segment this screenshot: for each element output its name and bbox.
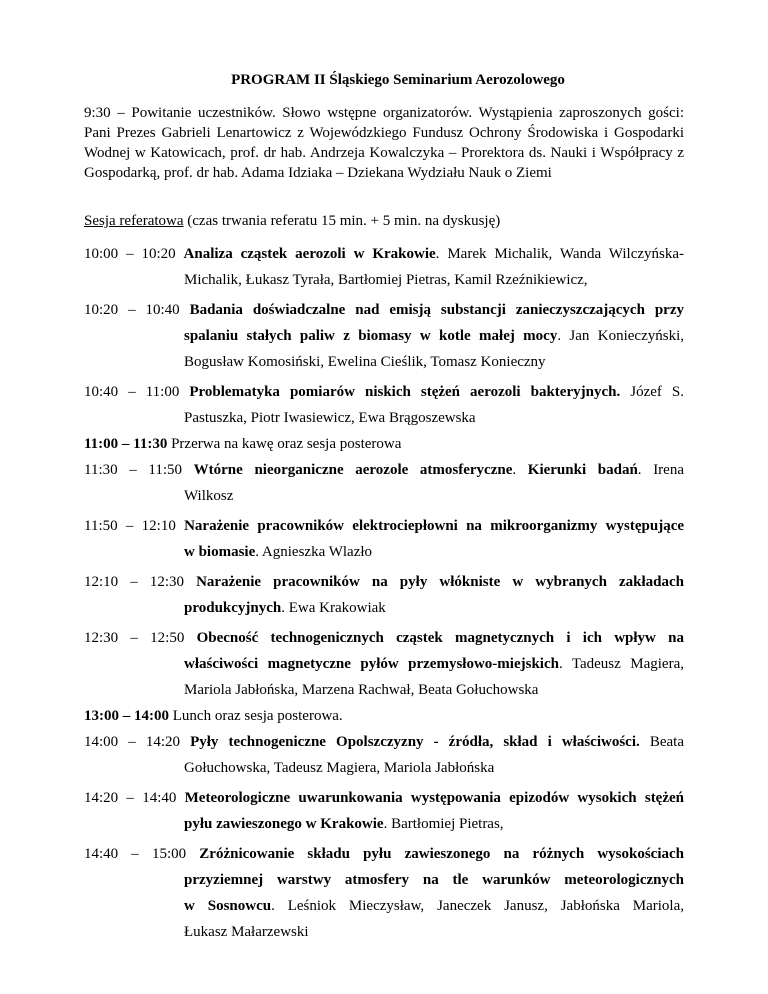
program-item: [84, 625, 684, 703]
item-description: Lunch oraz sesja posterowa.: [169, 708, 343, 724]
program-item: [84, 569, 684, 621]
item-authors: Beata: [639, 734, 684, 750]
item-time: 14:40 – 15:00: [84, 846, 200, 862]
program-break: [84, 703, 684, 729]
item-authors: . Leśniok Mieczysław, Janeczek Janusz, Jabłońska Mariola,: [271, 898, 684, 914]
item-title: Narażenie pracowników na pyły włókniste w wybranych zakładach: [196, 574, 684, 590]
item-title-cont: właściwości magnetyczne pyłów przemysłowo-miejskich: [184, 656, 559, 672]
item-time: 11:50 – 12:10: [84, 518, 185, 534]
item-continuation: [84, 651, 684, 677]
item-first-line: [84, 431, 684, 457]
intro-paragraph: 9:30 – Powitanie uczestników. Słowo wstępne organizatorów. Wystąpienia zaproszonych gości: Pani Prezes Gabrieli Lenartowicz z Wojewódzkiego Fundusz Ochrony Środowiska i Gospodarki Wodnej w Katowicach, prof. dr hab. Andrzeja Kowalczyka – Prorektora ds. Nauki i Współpracy z Gospodarką, prof. dr hab. Adama Idziaka – Dziekana Wydziału Nauk o Ziemi: [84, 105, 684, 181]
item-time: 14:20 – 14:40: [84, 790, 185, 806]
document-page: [84, 70, 684, 945]
item-authors: . Marek Michalik, Wanda Wilczyńska-: [435, 246, 685, 262]
session-note: (czas trwania referatu 15 min. + 5 min. na dyskusję): [183, 213, 501, 229]
item-continuation: [84, 595, 684, 621]
item-time: 10:40 – 11:00: [84, 384, 190, 400]
item-separator: .: [512, 462, 528, 478]
item-continuation: Pastuszka, Piotr Iwasiewicz, Ewa Brągoszewska: [184, 410, 476, 426]
item-title-cont-2: w Sosnowcu: [184, 898, 272, 914]
item-first-line: [84, 379, 684, 405]
program-item: [84, 785, 684, 837]
item-continuation: [84, 323, 684, 349]
item-continuation: Gołuchowska, Tadeusz Magiera, Mariola Jabłońska: [184, 760, 495, 776]
item-authors: . Bartłomiej Pietras,: [383, 816, 504, 832]
item-time: 12:10 – 12:30: [84, 574, 197, 590]
item-title: Narażenie pracowników elektrociepłowni na mikroorganizmy występujące: [184, 518, 685, 534]
program-item: [84, 729, 684, 781]
item-first-line: [84, 625, 684, 651]
item-title: Problematyka pomiarów niskich stężeń aerozoli bakteryjnych.: [189, 384, 621, 400]
item-authors: . Ewa Krakowiak: [281, 600, 386, 616]
item-title-cont: pyłu zawieszonego w Krakowie: [184, 816, 384, 832]
document-title: PROGRAM II Śląskiego Seminarium Aerozolowego: [231, 72, 565, 88]
item-title-cont: produkcyjnych: [184, 600, 282, 616]
item-first-line: [84, 569, 684, 595]
item-authors: . Irena: [637, 462, 684, 478]
item-title: Badania doświadczalne nad emisją substancji zanieczyszczających przy: [189, 302, 684, 318]
item-continuation: [84, 811, 684, 837]
item-authors: . Jan Konieczyński,: [557, 328, 684, 344]
item-authors: . Agnieszka Wlazło: [255, 544, 373, 560]
item-title-2: Kierunki badań: [527, 462, 638, 478]
program-item: [84, 297, 684, 375]
item-title-cont: przyziemnej warstwy atmosfery na tle warunków meteorologicznych: [184, 872, 684, 888]
item-continuation: Wilkosz: [184, 488, 234, 504]
item-time: 10:20 – 10:40: [84, 302, 190, 318]
item-title-cont: spalaniu stałych paliw z biomasy w kotle małej mocy: [184, 328, 558, 344]
item-continuation-2: [84, 893, 684, 919]
item-continuation-2: Bogusław Komosiński, Ewelina Cieślik, Tomasz Konieczny: [184, 354, 546, 370]
item-title: Analiza cząstek aerozoli w Krakowie: [183, 246, 436, 262]
item-first-line: [84, 513, 684, 539]
item-time: 12:30 – 12:50: [84, 630, 197, 646]
item-first-line: [84, 457, 684, 483]
program-item: [84, 841, 684, 945]
item-continuation: [84, 539, 684, 565]
item-title: Zróżnicowanie składu pyłu zawieszonego na różnych wysokościach: [199, 846, 685, 862]
item-first-line: [84, 729, 684, 755]
item-title: Pyły technogeniczne Opolszczyzny - źródła, skład i właściwości.: [190, 734, 640, 750]
program-item: [84, 241, 684, 293]
item-first-line: [84, 241, 684, 267]
item-authors: Józef S.: [620, 384, 685, 400]
item-continuation-3: Łukasz Małarzewski: [184, 924, 309, 940]
item-title: Obecność technogenicznych cząstek magnetycznych i ich wpływ na: [196, 630, 684, 646]
item-continuation: [84, 867, 684, 893]
program-item: [84, 513, 684, 565]
item-continuation-2: Mariola Jabłońska, Marzena Rachwał, Beata Gołuchowska: [184, 682, 539, 698]
item-time: 13:00 – 14:00: [84, 708, 169, 724]
program-item: [84, 457, 684, 509]
item-first-line: [84, 703, 684, 729]
item-time: 11:00 – 11:30: [84, 436, 168, 452]
item-time: 14:00 – 14:20: [84, 734, 191, 750]
item-time: 10:00 – 10:20: [84, 246, 184, 262]
program-break: [84, 431, 684, 457]
item-first-line: [84, 297, 684, 323]
item-first-line: [84, 785, 684, 811]
session-label: Sesja referatowa: [84, 213, 184, 229]
item-title: Meteorologiczne uwarunkowania występowania epizodów wysokich stężeń: [184, 790, 685, 806]
item-title-cont: w biomasie: [184, 544, 256, 560]
item-continuation: Michalik, Łukasz Tyrała, Bartłomiej Pietras, Kamil Rzeźnikiewicz,: [184, 272, 588, 288]
item-authors: . Tadeusz Magiera,: [558, 656, 684, 672]
item-first-line: [84, 841, 684, 867]
program-item: [84, 379, 684, 431]
item-title: Wtórne nieorganiczne aerozole atmosferyczne: [193, 462, 513, 478]
session-heading: [84, 211, 684, 231]
item-time: 11:30 – 11:50: [84, 462, 194, 478]
item-description: Przerwa na kawę oraz sesja posterowa: [167, 436, 402, 452]
